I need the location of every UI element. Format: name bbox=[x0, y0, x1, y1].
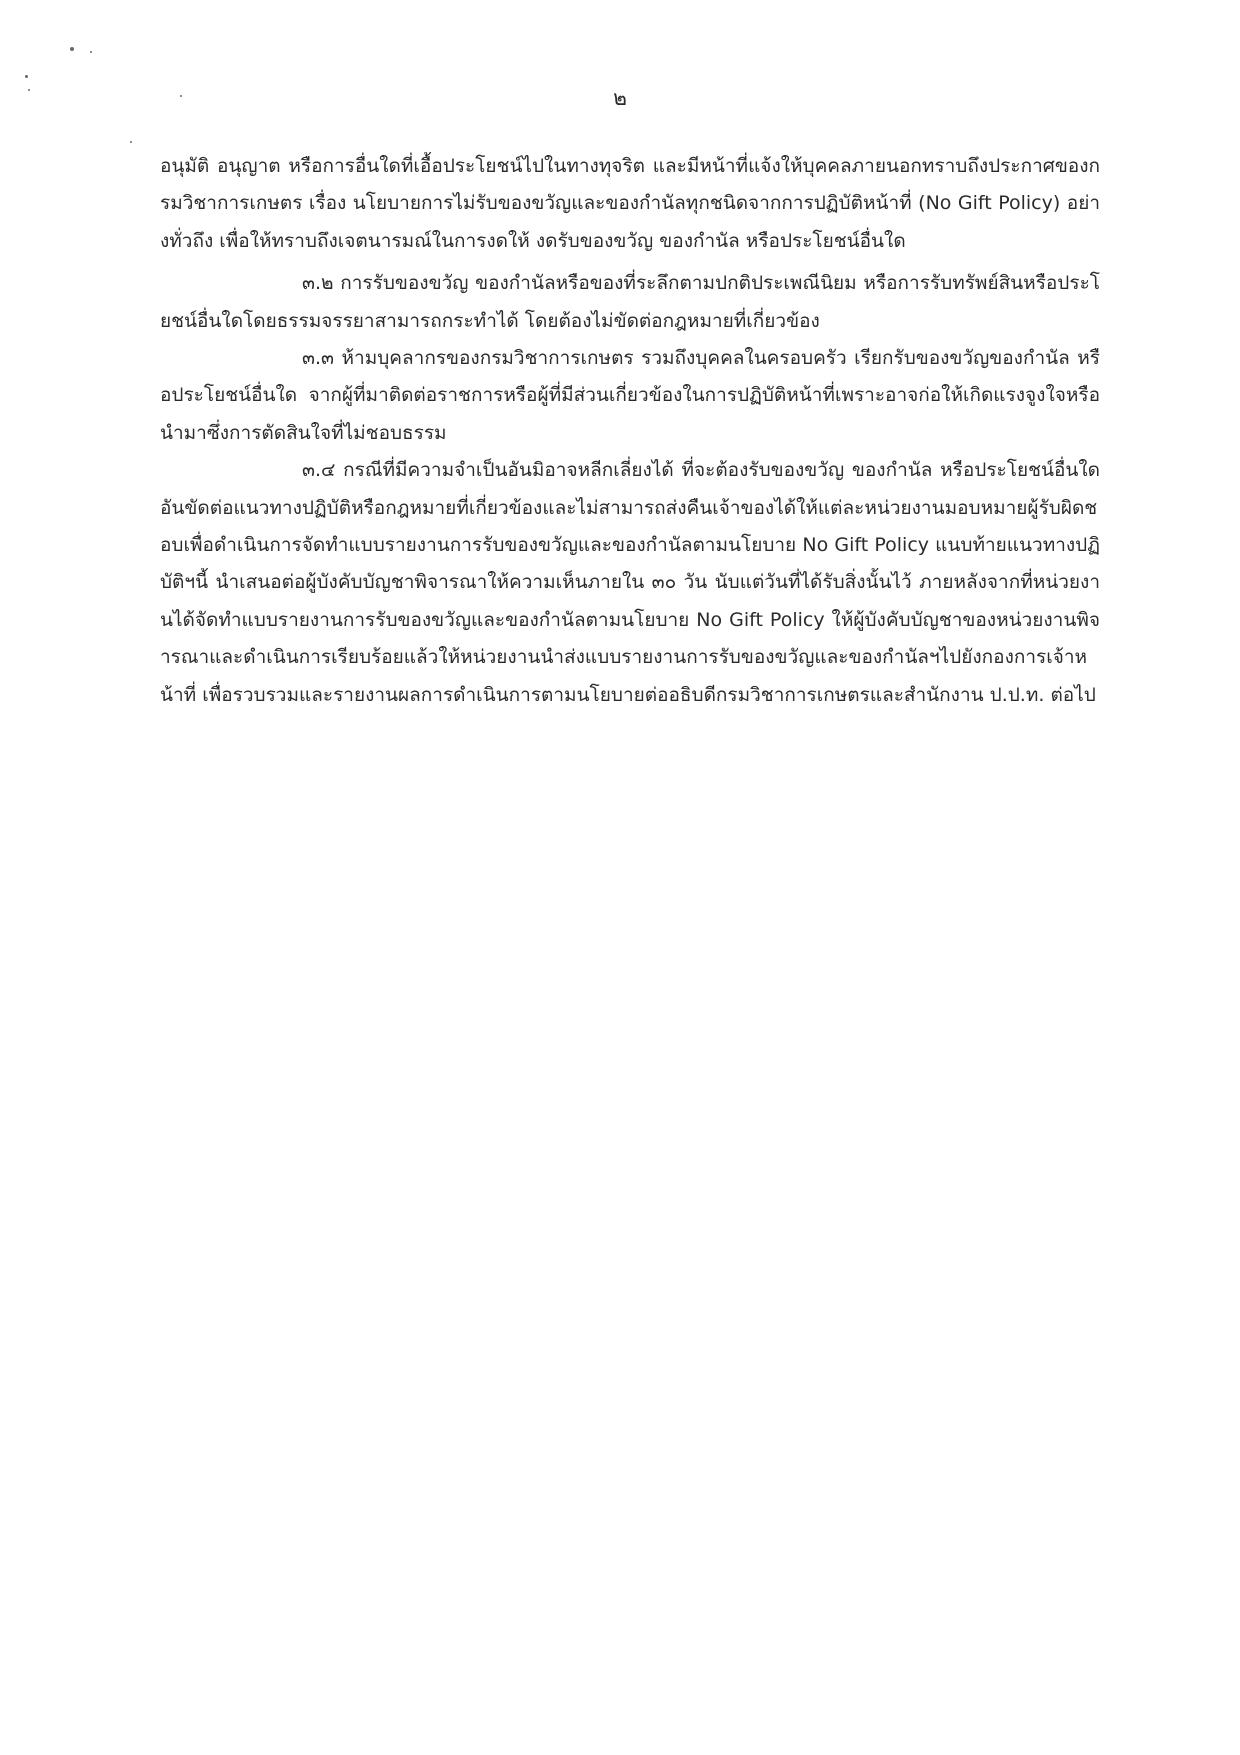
document-body bbox=[160, 148, 1100, 714]
scan-speck bbox=[70, 47, 74, 51]
page-number: ๒ bbox=[613, 86, 627, 110]
paragraph-item-3-4: ๓.๔ กรณีที่มีความจำเป็นอันมิอาจหลีกเลี่ยงได้ ที่จะต้องรับของขวัญ ของกำนัล หรือประโยชน์อื่นใด อันขัดต่อแนวทางปฏิบัติหรือกฎหมายที่เกี่ยวข้องและไม่สามารถส่งคืนเจ้าของได้ให้แต่ละหน่วยงานมอบหมายผู้รับผิดชอบเพื่อดำเนินการจัดทำแบบรายงานการรับของขวัญและของกำนัลตามนโยบาย No Gift Policy แนบท้ายแนวทางปฏิบัติฯนี้ นำเสนอต่อผู้บังคับบัญชาพิจารณาให้ความเห็นภายใน ๓๐ วัน นับแต่วันที่ได้รับสิ่งนั้นไว้ ภายหลังจากที่หน่วยงานได้จัดทำแบบรายงานการรับของขวัญและของกำนัลตามนโยบาย No Gift Policy ให้ผู้บังคับบัญชาของหน่วยงานพิจารณาและดำเนินการเรียบร้อยแล้วให้หน่วยงานนำส่งแบบรายงานการรับของขวัญและของกำนัลฯไปยังกองการเจ้าหน้าที่ เพื่อรวบรวมและรายงานผลการดำเนินการตามนโยบายต่ออธิบดีกรมวิชาการเกษตรและสำนักงาน ป.ป.ท. ต่อไป bbox=[160, 459, 1100, 706]
scan-speck bbox=[25, 75, 28, 78]
paragraph-item-3-2: ๓.๒ การรับของขวัญ ของกำนัลหรือของที่ระลึกตามปกติประเพณีนิยม หรือการรับทรัพย์สินหรือประโยชน์อื่นใดโดยธรรมจรรยาสามารถกระทำได้ โดยต้องไม่ขัดต่อกฎหมายที่เกี่ยวข้อง bbox=[160, 272, 1100, 332]
paragraph-continuation: อนุมัติ อนุญาต หรือการอื่นใดที่เอื้อประโยชน์ไปในทางทุจริต และมีหน้าที่แจ้งให้บุคคลภายนอกทราบถึงประกาศของกรมวิชาการเกษตร เรื่อง นโยบายการไม่รับของขวัญและของกำนัลทุกชนิดจากการปฏิบัติหน้าที่ (No Gift Policy) อย่างทั่วถึง เพื่อให้ทราบถึงเจตนารมณ์ในการงดให้ งดรับของขวัญ ของกำนัล หรือประโยชน์อื่นใด bbox=[160, 155, 1100, 252]
scan-speck bbox=[130, 141, 132, 143]
scan-speck bbox=[90, 51, 92, 53]
paragraph-item-3-3: ๓.๓ ห้ามบุคลากรของกรมวิชาการเกษตร รวมถึงบุคคลในครอบครัว เรียกรับของขวัญของกำนัล หรือประโยชน์อื่นใด จากผู้ที่มาติดต่อราชการหรือผู้ที่มีส่วนเกี่ยวข้องในการปฏิบัติหน้าที่เพราะอาจก่อให้เกิดแรงจูงใจหรือนำมาซึ่งการตัดสินใจที่ไม่ชอบธรรม bbox=[160, 347, 1100, 444]
